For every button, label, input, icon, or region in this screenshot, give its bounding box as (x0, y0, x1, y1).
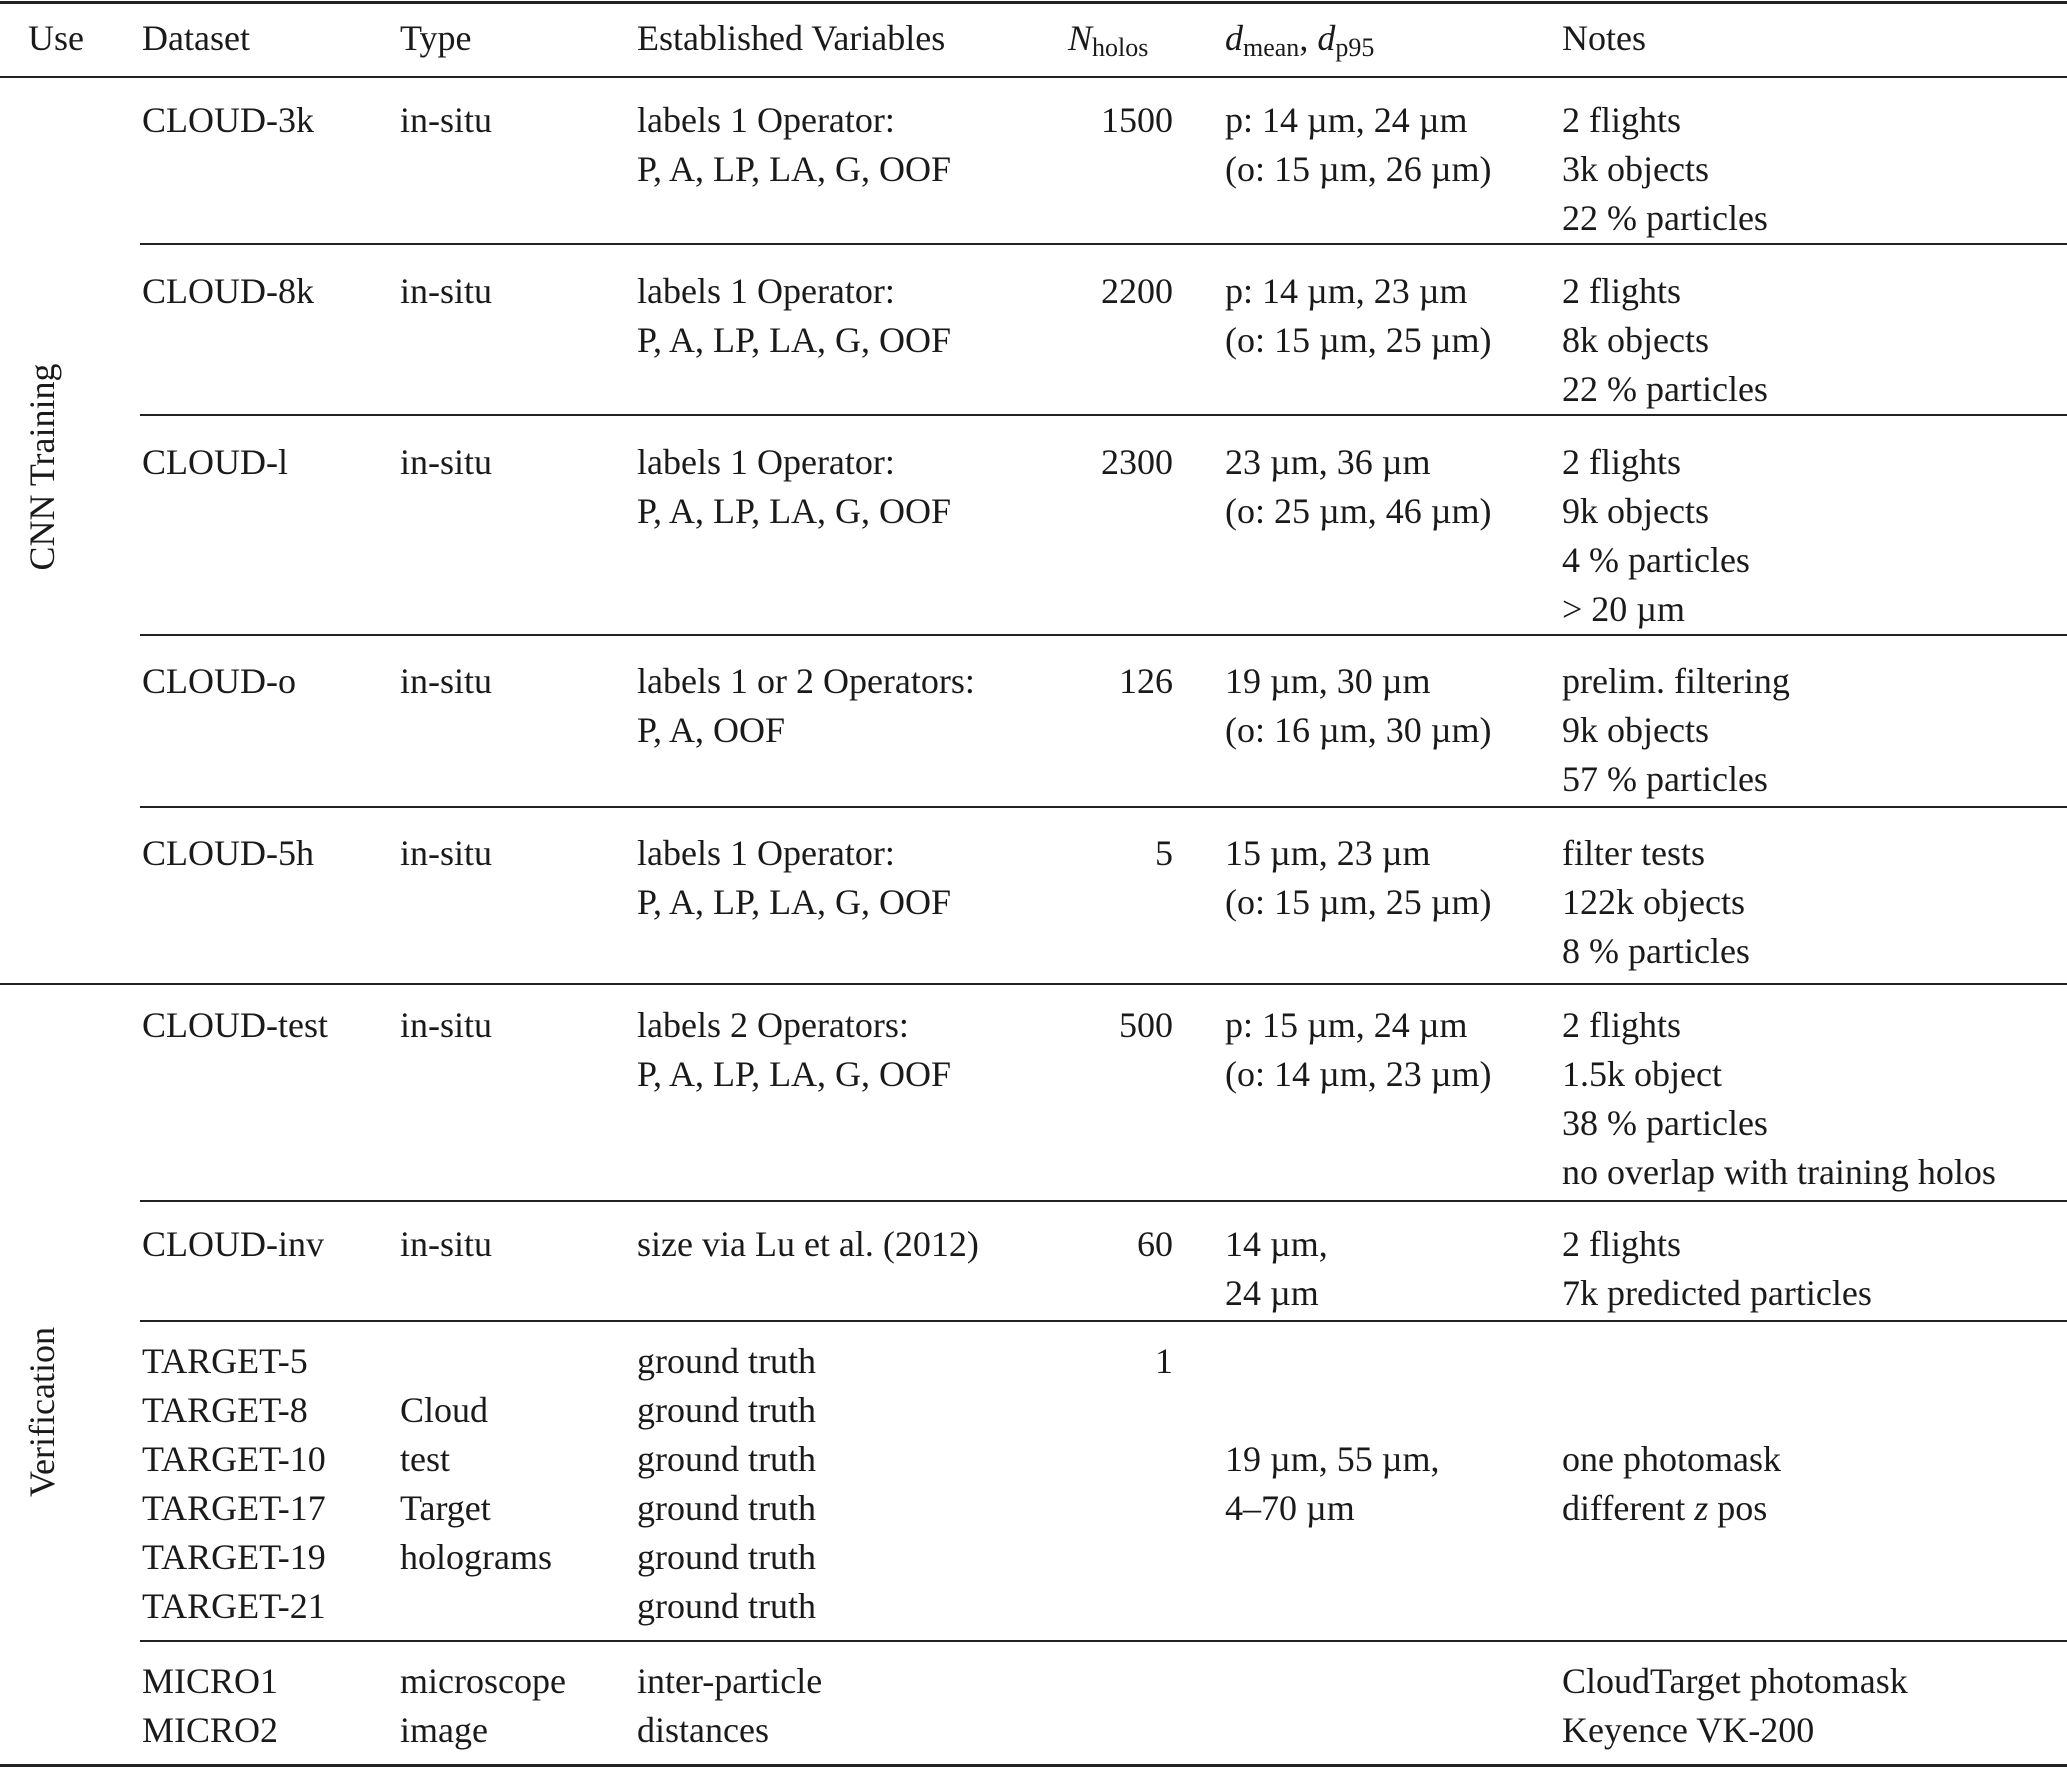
row-dataset: CLOUD-3k (142, 100, 314, 140)
target-dataset: TARGET-10 (142, 1439, 326, 1479)
header-type: Type (400, 18, 472, 58)
row-dataset: CLOUD-test (142, 1005, 328, 1045)
target-dataset: TARGET-19 (142, 1537, 326, 1577)
header-variables: Established Variables (637, 18, 946, 58)
row-size: 23 µm, 36 µm (o: 25 µm, 46 µm) (1225, 442, 1492, 531)
micro-datasets: MICRO1 MICRO2 (142, 1661, 279, 1750)
row-rule (140, 1320, 2067, 1322)
row-size: 15 µm, 23 µm (o: 15 µm, 25 µm) (1225, 833, 1492, 922)
row-type: in-situ (400, 100, 493, 140)
header-rule (0, 76, 2067, 78)
row-rule (140, 1640, 2067, 1642)
row-nholos: 2200 (1101, 271, 1173, 311)
target-dataset: TARGET-17 (142, 1488, 326, 1528)
micro-type: microscope image (400, 1661, 566, 1750)
target-variables: ground truth ground truth ground truth ground truth ground truth ground truth (637, 1341, 816, 1626)
row-rule (140, 806, 2067, 808)
row-rule (140, 243, 2067, 245)
target-datasets (142, 1337, 326, 1631)
header-notes: Notes (1562, 18, 1646, 58)
row-type: in-situ (400, 442, 493, 482)
row-variables: labels 1 Operator: P, A, LP, LA, G, OOF (637, 833, 952, 922)
target-notes: one photomask different z pos (1562, 1439, 1781, 1528)
target-dataset: TARGET-5 (142, 1341, 308, 1381)
target-type: Cloud test Target holograms (400, 1390, 552, 1577)
micro-notes: CloudTarget photomask Keyence VK-200 (1562, 1661, 1908, 1750)
row-dataset: CLOUD-o (142, 661, 296, 701)
header-dataset: Dataset (142, 18, 250, 58)
row-type: in-situ (400, 1224, 493, 1264)
row-notes: prelim. filtering 9k objects 57 % particles (1562, 661, 1790, 799)
row-type: in-situ (400, 661, 493, 701)
row-notes: 2 flights 9k objects 4 % particles > 20 µm (1562, 442, 1750, 629)
row-notes: 2 flights 8k objects 22 % particles (1562, 271, 1768, 409)
row-nholos: 126 (1119, 661, 1173, 701)
row-size: 14 µm, 24 µm (1225, 1224, 1328, 1313)
target-size: 19 µm, 55 µm, 4–70 µm (1225, 1439, 1440, 1528)
micro-variables: inter-particle distances (637, 1661, 823, 1750)
group-rule (0, 983, 2067, 985)
row-rule (140, 634, 2067, 636)
row-type: in-situ (400, 1005, 493, 1045)
top-rule (0, 1, 2067, 4)
row-variables: size via Lu et al. (2012) (637, 1224, 979, 1264)
row-notes: 2 flights 3k objects 22 % particles (1562, 100, 1768, 238)
row-dataset: CLOUD-inv (142, 1224, 324, 1264)
row-nholos: 1500 (1101, 100, 1173, 140)
row-type: in-situ (400, 271, 493, 311)
row-variables: labels 1 Operator: P, A, LP, LA, G, OOF (637, 271, 952, 360)
header-use: Use (28, 18, 84, 58)
row-nholos: 5 (1155, 833, 1173, 873)
header-size: $d_{mean}$, $d_{p95}$ (1225, 18, 1375, 62)
row-variables: labels 1 or 2 Operators: P, A, OOF (637, 661, 975, 750)
header-nholos: $N_{holos}$ (1068, 18, 1149, 62)
group-label-verification: Verification (22, 1327, 62, 1497)
row-notes: 2 flights 1.5k object 38 % particles no overlap with training holos (1562, 1005, 1996, 1192)
row-nholos: 2300 (1101, 442, 1173, 482)
row-notes: 2 flights 7k predicted particles (1562, 1224, 1872, 1313)
row-rule (140, 1200, 2067, 1202)
row-variables: labels 1 Operator: P, A, LP, LA, G, OOF (637, 442, 952, 531)
row-size: p: 14 µm, 23 µm (o: 15 µm, 25 µm) (1225, 271, 1492, 360)
bottom-rule (0, 1764, 2067, 1767)
row-size: 19 µm, 30 µm (o: 16 µm, 30 µm) (1225, 661, 1492, 750)
row-size: p: 14 µm, 24 µm (o: 15 µm, 26 µm) (1225, 100, 1492, 189)
target-dataset: TARGET-21 (142, 1586, 326, 1626)
group-label-training: CNN Training (22, 363, 62, 571)
target-dataset: TARGET-8 (142, 1390, 308, 1430)
row-dataset: CLOUD-5h (142, 833, 314, 873)
row-dataset: CLOUD-l (142, 442, 288, 482)
row-notes: filter tests 122k objects 8 % particles (1562, 833, 1750, 971)
row-rule (140, 414, 2067, 416)
row-nholos: 60 (1137, 1224, 1173, 1264)
row-variables: labels 1 Operator: P, A, LP, LA, G, OOF (637, 100, 952, 189)
target-nholos: 1 (1155, 1341, 1173, 1381)
row-nholos: 500 (1119, 1005, 1173, 1045)
row-type: in-situ (400, 833, 493, 873)
row-variables: labels 2 Operators: P, A, LP, LA, G, OOF (637, 1005, 952, 1094)
row-dataset: CLOUD-8k (142, 271, 314, 311)
row-size: p: 15 µm, 24 µm (o: 14 µm, 23 µm) (1225, 1005, 1492, 1094)
